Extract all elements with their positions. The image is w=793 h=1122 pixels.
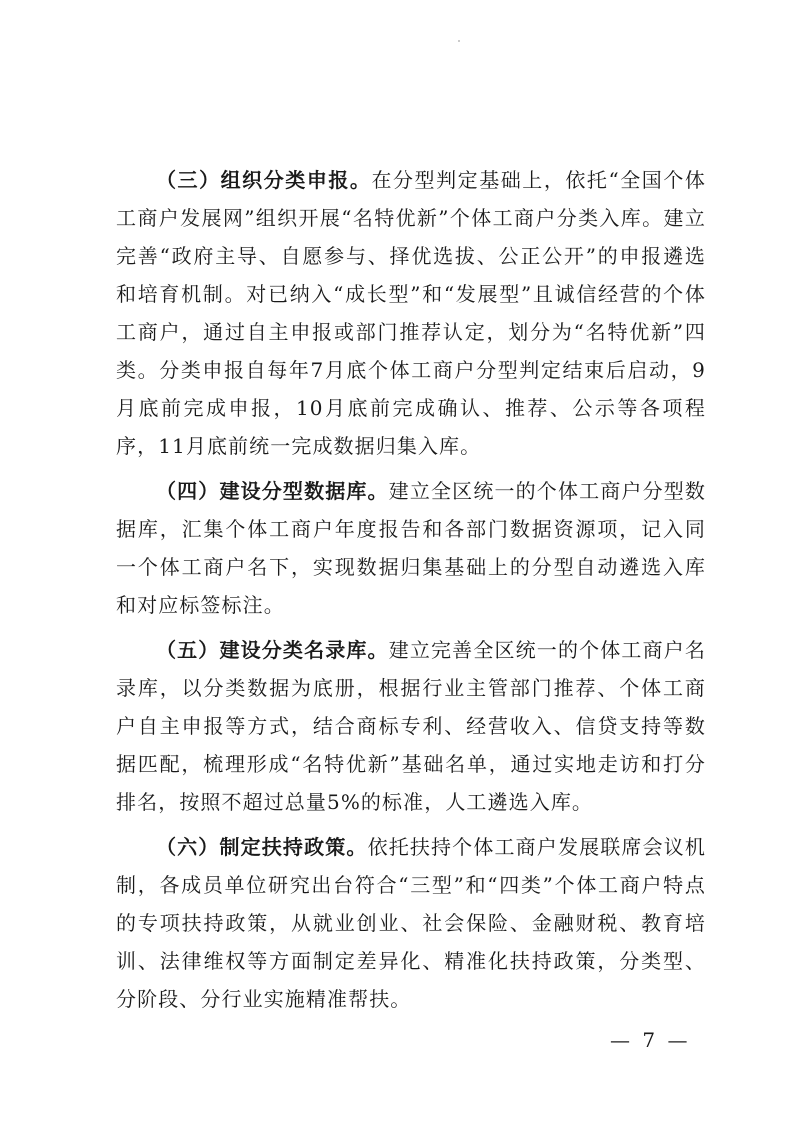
- section-four-paragraph: [116, 472, 706, 624]
- section-six-text: 依托扶持个体工商户发展联席会议机制，各成员单位研究出台符合“三型”和“四类”个体工商户特点的专项扶持政策，从就业创业、社会保险、金融财税、教育培训、法律维权等方面制定差异化、精准化扶持政策，分类型、分阶段、分行业实施精准帮扶。: [116, 835, 706, 1011]
- document-body: [116, 161, 706, 1025]
- section-three-heading: （三）组织分类申报。: [156, 168, 372, 192]
- section-three-text: 在分型判定基础上，依托“全国个体工商户发展网”组织开展“名特优新”个体工商户分类入库。建立完善“政府主导、自愿参与、择优选拔、公正公开”的申报遴选和培育机制。对已纳入“成长型”和“发展型”且诚信经营的个体工商户，通过自主申报或部门推荐认定，划分为“名特优新”四类。分类申报自每年7月底个体工商户分型判定结束后启动，9月底前完成申报，10月底前完成确认、推荐、公示等各项程序，11月底前统一完成数据归集入库。: [116, 168, 706, 458]
- section-four-heading: （四）建设分型数据库。: [156, 479, 389, 503]
- section-six-paragraph: [116, 828, 706, 1018]
- section-five-heading: （五）建设分类名录库。: [156, 638, 389, 662]
- section-five-paragraph: [116, 631, 706, 821]
- section-five-text: 建立完善全区统一的个体工商户名录库，以分类数据为底册，根据行业主管部门推荐、个体工商户自主申报等方式，结合商标专利、经营收入、信贷支持等数据匹配，梳理形成“名特优新”基础名单，通过实地走访和打分排名，按照不超过总量5%的标准，人工遴选入库。: [116, 638, 706, 814]
- section-four-text: 建立全区统一的个体工商户分型数据库，汇集个体工商户年度报告和各部门数据资源项，记入同一个体工商户名下，实现数据归集基础上的分型自动遴选入库和对应标签标注。: [116, 479, 706, 617]
- section-six-heading: （六）制定扶持政策。: [156, 835, 368, 859]
- scan-speck: [458, 40, 460, 42]
- section-three-paragraph: [116, 161, 706, 465]
- page-number: — 7 —: [610, 1028, 691, 1052]
